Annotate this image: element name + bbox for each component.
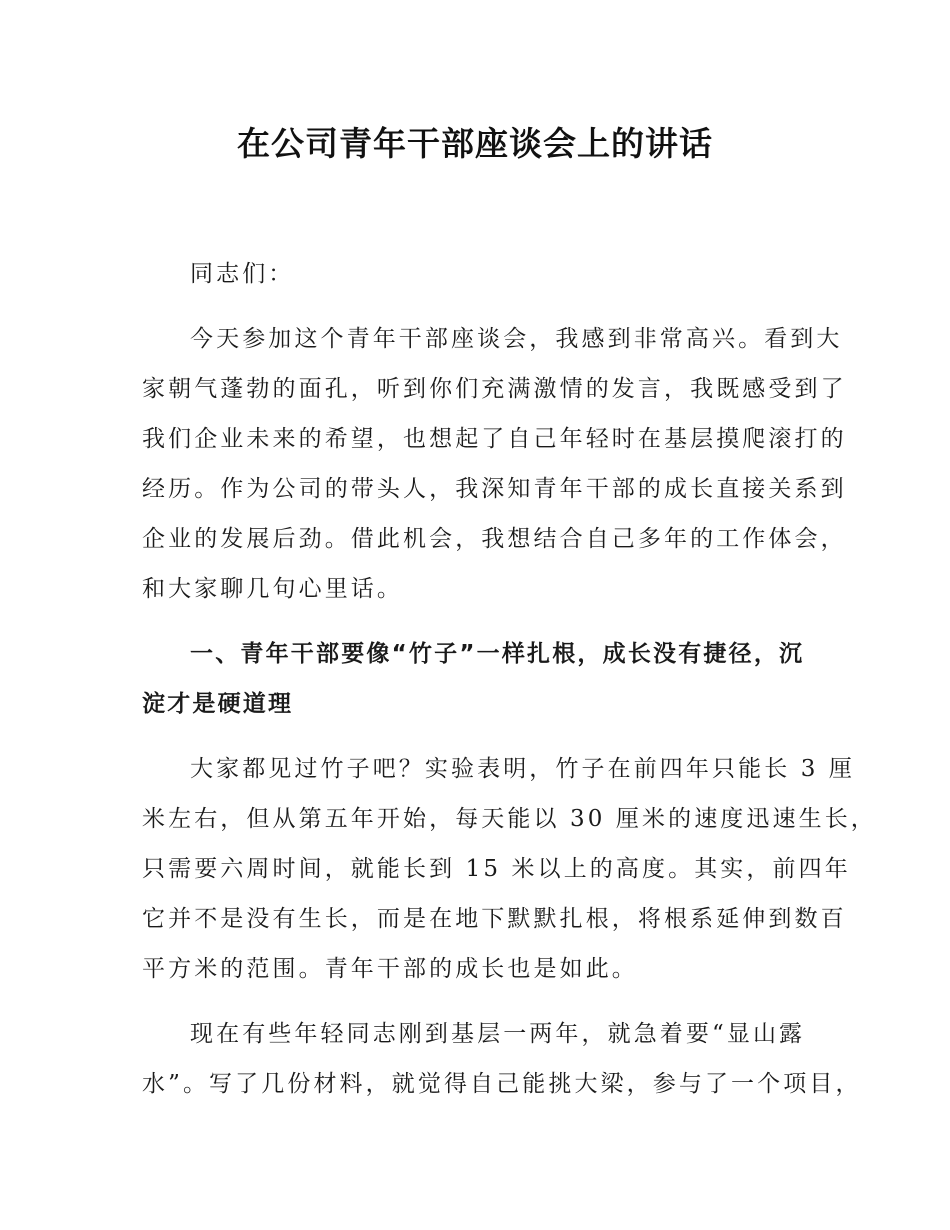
paragraph-3-line-2: 水”。写了几份材料，就觉得自己能挑大梁，参与了一个项目， bbox=[142, 1071, 862, 1097]
document-title: 在公司青年干部座谈会上的讲话 bbox=[237, 124, 713, 163]
paragraph-2-line-5: 平方米的范围。青年干部的成长也是如此。 bbox=[142, 956, 638, 982]
section-heading-1-line-2: 淀才是硬道理 bbox=[142, 691, 294, 717]
paragraph-2-line-4: 它并不是没有生长，而是在地下默默扎根，将根系延伸到数百 bbox=[142, 906, 847, 932]
paragraph-2-line-3: 只需要六周时间，就能长到 15 米以上的高度。其实，前四年 bbox=[142, 856, 851, 882]
paragraph-2-line-2: 米左右，但从第五年开始，每天能以 30 厘米的速度迅速生长， bbox=[142, 806, 877, 832]
paragraph-1-line-3: 我们企业未来的希望，也想起了自己年轻时在基层摸爬滚打的 bbox=[142, 426, 847, 452]
paragraph-3-line-1: 现在有些年轻同志刚到基层一两年，就急着要“显山露 bbox=[190, 1021, 806, 1047]
salutation: 同志们： bbox=[190, 261, 295, 287]
paragraph-1-line-5: 企业的发展后劲。借此机会，我想结合自己多年的工作体会， bbox=[142, 526, 847, 552]
paragraph-1-line-4: 经历。作为公司的带头人，我深知青年干部的成长直接关系到 bbox=[142, 476, 847, 502]
section-heading-1-line-1: 一、青年干部要像“竹子”一样扎根，成长没有捷径，沉 bbox=[190, 641, 805, 667]
paragraph-1-line-2: 家朝气蓬勃的面孔，听到你们充满激情的发言，我既感受到了 bbox=[142, 376, 847, 402]
paragraph-1-line-6: 和大家聊几句心里话。 bbox=[142, 576, 403, 602]
paragraph-2-line-1: 大家都见过竹子吧？实验表明，竹子在前四年只能长 3 厘 bbox=[190, 756, 855, 782]
paragraph-1-line-1: 今天参加这个青年干部座谈会，我感到非常高兴。看到大 bbox=[190, 326, 843, 352]
